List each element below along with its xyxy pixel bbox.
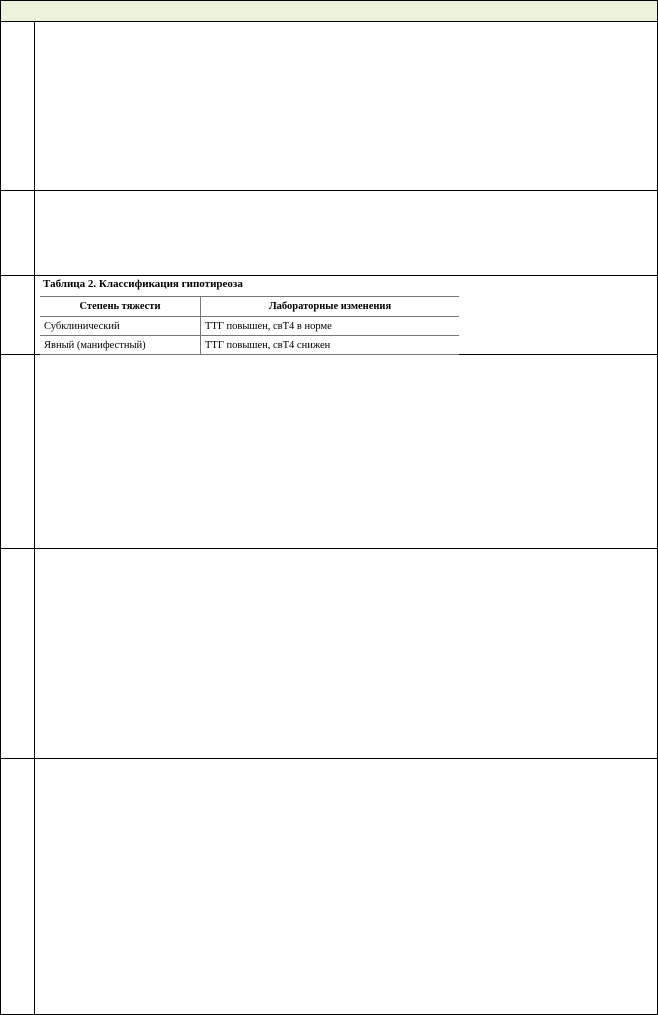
row-content-cell xyxy=(35,759,657,1014)
empty-row-2 xyxy=(1,191,657,276)
row-content-cell xyxy=(35,276,657,354)
cell-severity: Явный (манифестный) xyxy=(40,336,201,355)
row-number-cell xyxy=(1,191,35,275)
row-number-cell xyxy=(1,549,35,758)
hypothyroidism-classification-table xyxy=(40,296,459,355)
empty-row-5 xyxy=(1,759,657,1014)
table-row-subclinical xyxy=(40,317,459,336)
table-caption: Таблица 2. Классификация гипотиреоза xyxy=(43,278,243,290)
table-row xyxy=(1,276,657,355)
row-number-cell xyxy=(1,276,35,354)
cell-lab-changes: ТТГ повышен, свТ4 в норме xyxy=(201,317,460,336)
table-row-overt xyxy=(40,336,459,355)
column-header-lab-changes: Лабораторные изменения xyxy=(201,297,460,317)
column-header-severity: Степень тяжести xyxy=(40,297,201,317)
row-number-cell xyxy=(1,759,35,1014)
empty-row-3 xyxy=(1,355,657,549)
empty-row-1 xyxy=(1,22,657,191)
row-number-cell xyxy=(1,22,35,190)
cell-severity: Субклинический xyxy=(40,317,201,336)
row-content-cell xyxy=(35,191,657,275)
row-content-cell xyxy=(35,22,657,190)
row-content-cell xyxy=(35,355,657,548)
empty-row-4 xyxy=(1,549,657,759)
row-number-cell xyxy=(1,355,35,548)
cell-lab-changes: ТТГ повышен, свТ4 снижен xyxy=(201,336,460,355)
header-bar xyxy=(1,1,657,22)
table-header-row xyxy=(40,297,459,317)
row-content-cell xyxy=(35,549,657,758)
